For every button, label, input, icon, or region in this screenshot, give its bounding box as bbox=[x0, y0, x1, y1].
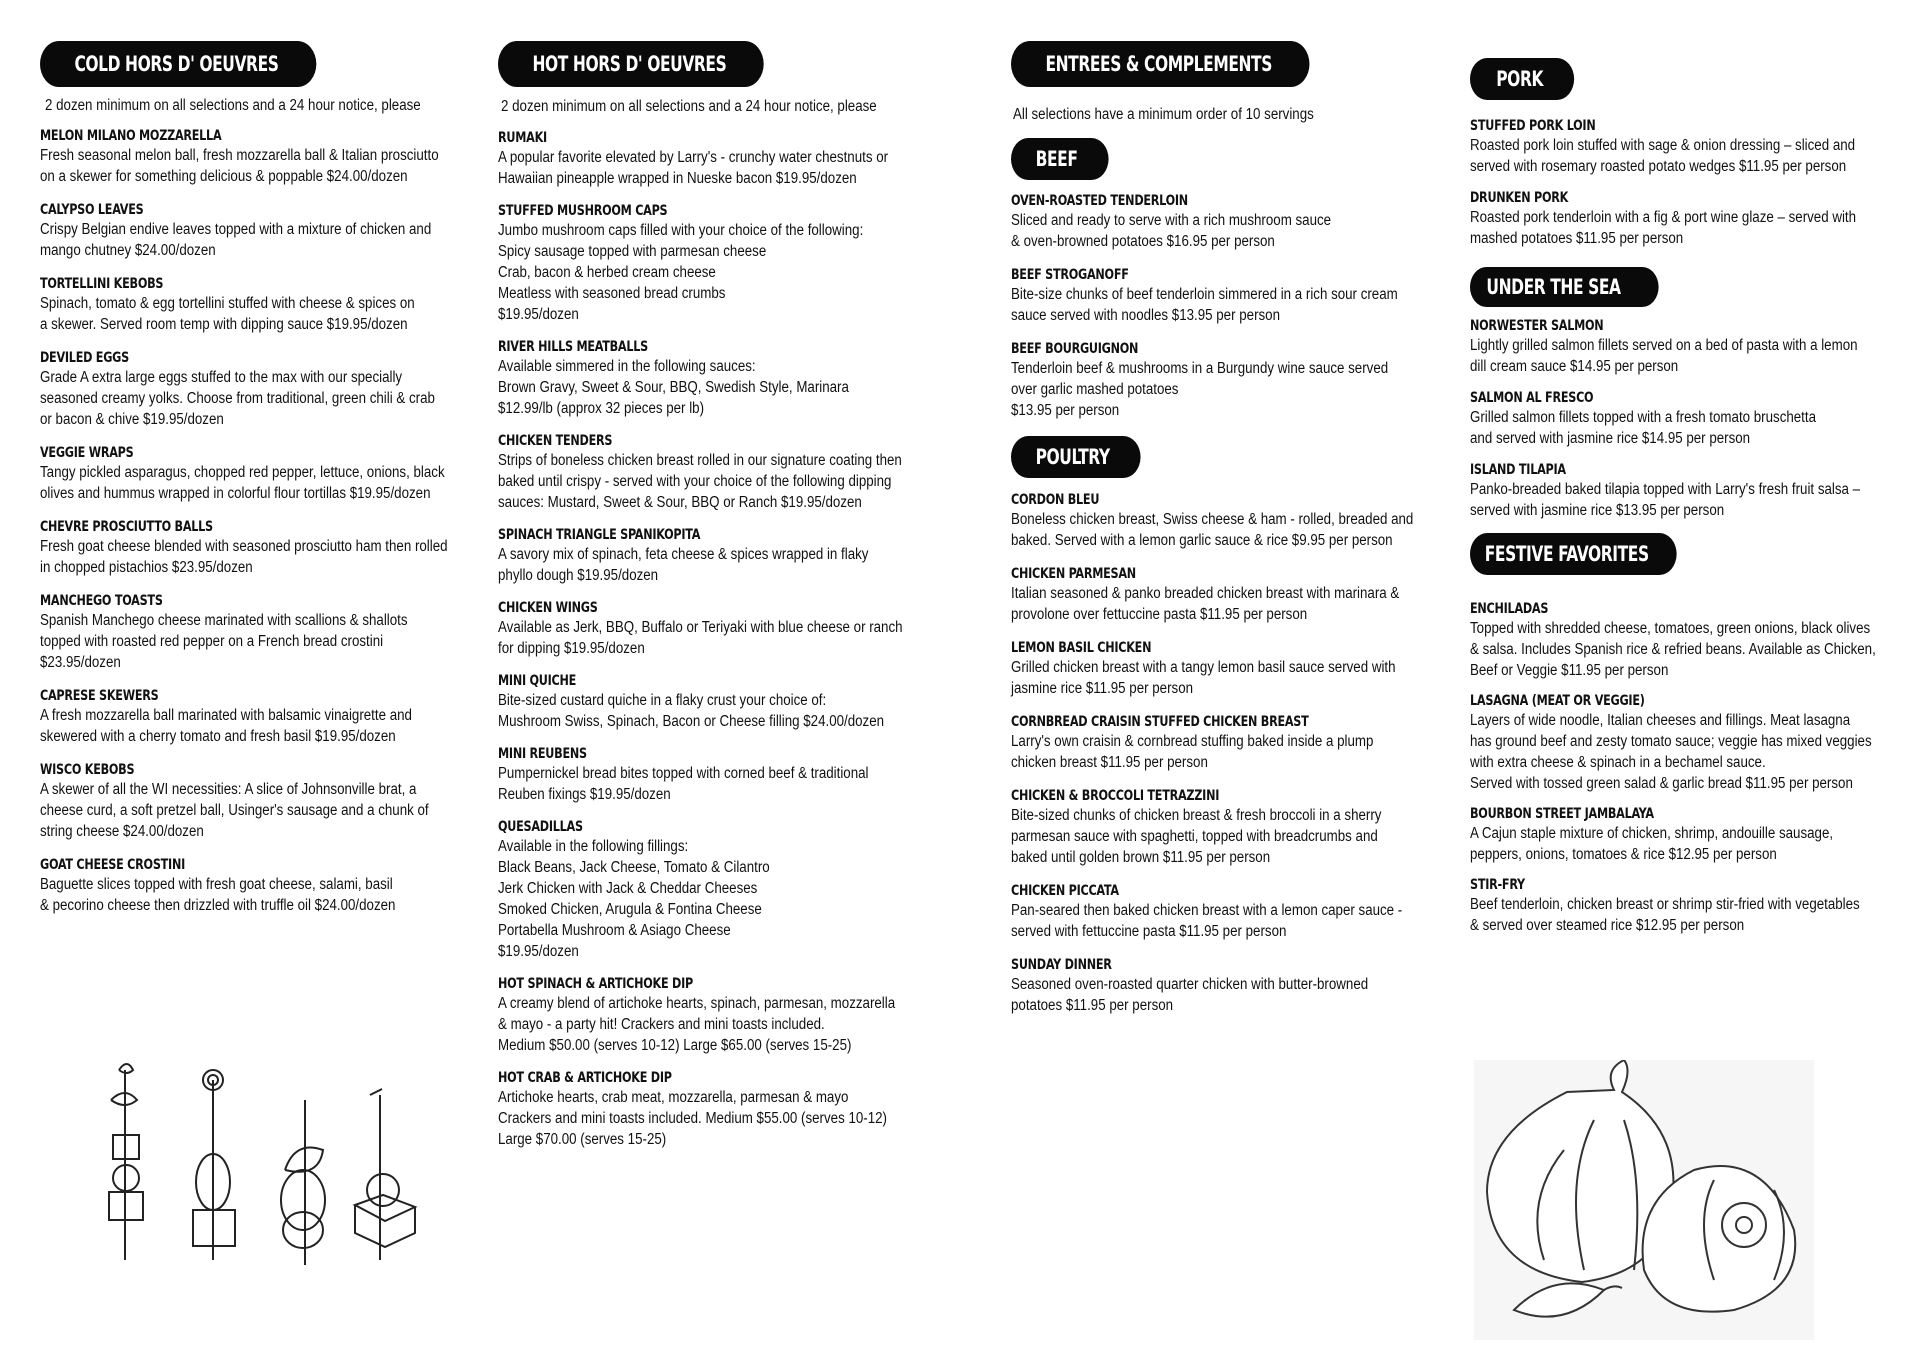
menu-item-description-line: Seasoned oven-roasted quarter chicken with butter-browned bbox=[1011, 976, 1369, 993]
menu-item-description-line: dill cream sauce $14.95 per person bbox=[1470, 358, 1679, 375]
menu-item-description-line: Bite-size chunks of beef tenderloin simmered in a rich sour cream bbox=[1011, 286, 1398, 303]
menu-item-name: LASAGNA (MEAT OR VEGGIE) bbox=[1470, 693, 1645, 709]
menu-item-description-line: Italian seasoned & panko breaded chicken breast with marinara & bbox=[1011, 585, 1400, 602]
menu-item-name: CORDON BLEU bbox=[1011, 492, 1100, 508]
menu-item-description-line: $13.95 per person bbox=[1011, 402, 1120, 419]
menu-item-description-line: Boneless chicken breast, Swiss cheese & ham - rolled, breaded and bbox=[1011, 511, 1414, 528]
menu-item-description-line: potatoes $11.95 per person bbox=[1011, 997, 1174, 1014]
section-title-under-the-sea: UNDER THE SEA bbox=[1470, 267, 1658, 307]
menu-item-name: STIR-FRY bbox=[1470, 877, 1525, 893]
menu-item-stuffed-mushroom-caps bbox=[498, 202, 902, 325]
menu-item-description-line: Artichoke hearts, crab meat, mozzarella, parmesan & mayo bbox=[498, 1089, 849, 1106]
menu-item-quesadillas bbox=[498, 818, 902, 962]
menu-item-description-line: $12.99/lb (approx 32 pieces per lb) bbox=[498, 400, 705, 417]
menu-item-melon-milano-mozzarella bbox=[40, 127, 444, 187]
menu-item-description-line: Lightly grilled salmon fillets served on a bed of pasta with a lemon bbox=[1470, 337, 1858, 354]
menu-item-chicken-piccata bbox=[1011, 882, 1403, 942]
menu-item-description-line: Pumpernickel bread bites topped with corned beef & traditional bbox=[498, 765, 869, 782]
menu-item-description-line: peppers, onions, tomatoes & rice $12.95 per person bbox=[1470, 846, 1777, 863]
menu-item-drunken-pork bbox=[1470, 189, 1857, 249]
menu-item-name: GOAT CHEESE CROSTINI bbox=[40, 857, 186, 873]
menu-item-description-line: and served with jasmine rice $14.95 per person bbox=[1470, 430, 1751, 447]
column-hot-hors-doeuvres bbox=[498, 41, 968, 1163]
menu-item-description-line: sauces: Mustard, Sweet & Sour, BBQ or Ranch $19.95/dozen bbox=[498, 494, 862, 511]
section-title-poultry: POULTRY bbox=[1011, 436, 1141, 478]
menu-item-description-line: Beef tenderloin, chicken breast or shrimp stir-fried with vegetables bbox=[1470, 896, 1860, 913]
menu-item-description-line: Smoked Chicken, Arugula & Fontina Cheese bbox=[498, 901, 762, 918]
menu-item-name: ENCHILADAS bbox=[1470, 601, 1549, 617]
menu-item-hot-crab-artichoke-dip bbox=[498, 1069, 902, 1150]
menu-item-lasagna-meat-or-veggie bbox=[1470, 692, 1872, 794]
section-title-festive-favorites: FESTIVE FAVORITES bbox=[1470, 533, 1677, 575]
menu-item-description-line: on a skewer for something delicious & poppable $24.00/dozen bbox=[40, 168, 408, 185]
menu-item-description-line: topped with roasted red pepper on a French bread crostini bbox=[40, 633, 384, 650]
column-pork-sea-festive bbox=[1470, 58, 1910, 947]
menu-item-description-line: $23.95/dozen bbox=[40, 654, 121, 671]
menu-item-description-line: Brown Gravy, Sweet & Sour, BBQ, Swedish Style, Marinara bbox=[498, 379, 849, 396]
menu-item-norwester-salmon bbox=[1470, 317, 1858, 377]
menu-item-sunday-dinner bbox=[1011, 956, 1389, 1016]
section-title-pork: PORK bbox=[1470, 58, 1574, 100]
menu-item-deviled-eggs bbox=[40, 349, 444, 430]
menu-item-description-line: A fresh mozzarella ball marinated with balsamic vinaigrette and bbox=[40, 707, 412, 724]
menu-item-description-line: baked until golden brown $11.95 per person bbox=[1011, 849, 1271, 866]
menu-item-beef-bourguignon bbox=[1011, 340, 1389, 421]
menu-item-name: STUFFED MUSHROOM CAPS bbox=[498, 203, 668, 219]
menu-item-description-line: Larry's own craisin & cornbread stuffing baked inside a plump bbox=[1011, 733, 1374, 750]
menu-item-name: CHICKEN PARMESAN bbox=[1011, 566, 1136, 582]
menu-item-name: VEGGIE WRAPS bbox=[40, 445, 134, 461]
menu-item-description-line: Crab, bacon & herbed cream cheese bbox=[498, 264, 716, 281]
menu-item-description-line: sauce served with noodles $13.95 per person bbox=[1011, 307, 1281, 324]
menu-item-island-tilapia bbox=[1470, 461, 1861, 521]
section-note-entrees: All selections have a minimum order of 10 servings bbox=[1013, 106, 1314, 123]
menu-item-description-line: & oven-browned potatoes $16.95 per person bbox=[1011, 233, 1275, 250]
menu-item-chicken-wings bbox=[498, 599, 902, 659]
skewer-appetizers-illustration bbox=[95, 1060, 435, 1275]
menu-item-description-line: Panko-breaded baked tilapia topped with Larry's fresh fruit salsa – bbox=[1470, 481, 1861, 498]
menu-item-description-line: has ground beef and zesty tomato sauce; veggie has mixed veggies bbox=[1470, 733, 1872, 750]
menu-item-description-line: A savory mix of spinach, feta cheese & spices wrapped in flaky bbox=[498, 546, 869, 563]
menu-item-river-hills-meatballs bbox=[498, 338, 902, 419]
menu-item-description-line: Layers of wide noodle, Italian cheeses and fillings. Meat lasagna bbox=[1470, 712, 1851, 729]
menu-item-description-line: Large $70.00 (serves 15-25) bbox=[498, 1131, 667, 1148]
menu-item-description-line: over garlic mashed potatoes bbox=[1011, 381, 1179, 398]
menu-item-tortellini-kebobs bbox=[40, 275, 444, 335]
menu-item-name: CHEVRE PROSCIUTTO BALLS bbox=[40, 519, 213, 535]
menu-item-description-line: Black Beans, Jack Cheese, Tomato & Cilantro bbox=[498, 859, 770, 876]
menu-item-description-line: skewered with a cherry tomato and fresh basil $19.95/dozen bbox=[40, 728, 396, 745]
menu-item-calypso-leaves bbox=[40, 201, 444, 261]
menu-item-veggie-wraps bbox=[40, 444, 444, 504]
menu-item-name: SUNDAY DINNER bbox=[1011, 957, 1112, 973]
menu-item-name: CAPRESE SKEWERS bbox=[40, 688, 159, 704]
menu-item-description-line: served with fettuccine pasta $11.95 per person bbox=[1011, 923, 1287, 940]
menu-item-bourbon-street-jambalaya bbox=[1470, 805, 1848, 865]
menu-item-description-line: seasoned creamy yolks. Choose from traditional, green chili & crab bbox=[40, 390, 435, 407]
menu-item-name: SALMON AL FRESCO bbox=[1470, 390, 1594, 406]
menu-item-description-line: for dipping $19.95/dozen bbox=[498, 640, 645, 657]
menu-item-description-line: Spanish Manchego cheese marinated with scallions & shallots bbox=[40, 612, 408, 629]
menu-item-name: MANCHEGO TOASTS bbox=[40, 593, 163, 609]
menu-item-name: STUFFED PORK LOIN bbox=[1470, 118, 1596, 134]
menu-item-description-line: Crackers and mini toasts included. Medium $55.00 (serves 10-12) bbox=[498, 1110, 887, 1127]
menu-item-name: HOT SPINACH & ARTICHOKE DIP bbox=[498, 976, 693, 992]
menu-item-chicken-broccoli-tetrazzini bbox=[1011, 787, 1389, 868]
menu-item-spinach-triangle-spanikopita bbox=[498, 526, 902, 586]
menu-item-description-line: chicken breast $11.95 per person bbox=[1011, 754, 1208, 771]
menu-item-lemon-basil-chicken bbox=[1011, 639, 1396, 699]
menu-item-description-line: Bite-sized custard quiche in a flaky crust your choice of: bbox=[498, 692, 827, 709]
menu-item-description-line: Spicy sausage topped with parmesan cheese bbox=[498, 243, 767, 260]
menu-item-description-line: Grilled chicken breast with a tangy lemon basil sauce served with bbox=[1011, 659, 1396, 676]
menu-item-name: ISLAND TILAPIA bbox=[1470, 462, 1566, 478]
menu-item-chevre-prosciutto-balls bbox=[40, 518, 448, 578]
menu-item-description-line: baked. Served with a lemon garlic sauce & rice $9.95 per person bbox=[1011, 532, 1393, 549]
menu-item-description-line: A creamy blend of artichoke hearts, spinach, parmesan, mozzarella bbox=[498, 995, 896, 1012]
section-title-cold: COLD HORS D' OEUVRES bbox=[40, 41, 316, 87]
menu-item-cornbread-craisin-stuffed-chicken-breast bbox=[1011, 713, 1389, 773]
menu-item-hot-spinach-artichoke-dip bbox=[498, 975, 902, 1056]
menu-item-description-line: Baguette slices topped with fresh goat cheese, salami, basil bbox=[40, 876, 393, 893]
menu-item-description-line: $19.95/dozen bbox=[498, 943, 579, 960]
menu-item-description-line: or bacon & chive $19.95/dozen bbox=[40, 411, 224, 428]
menu-item-description-line: & salsa. Includes Spanish rice & refried beans. Available as Chicken, bbox=[1470, 641, 1876, 658]
menu-item-description-line: Roasted pork tenderloin with a fig & port wine glaze – served with bbox=[1470, 209, 1857, 226]
menu-item-name: DRUNKEN PORK bbox=[1470, 190, 1569, 206]
menu-item-description-line: provolone over fettuccine pasta $11.95 per person bbox=[1011, 606, 1308, 623]
menu-item-name: MINI QUICHE bbox=[498, 673, 577, 689]
menu-item-description-line: A popular favorite elevated by Larry's - crunchy water chestnuts or bbox=[498, 149, 889, 166]
menu-item-description-line: Jerk Chicken with Jack & Cheddar Cheeses bbox=[498, 880, 758, 897]
menu-item-description-line: Spinach, tomato & egg tortellini stuffed with cheese & spices on bbox=[40, 295, 415, 312]
section-note-hot: 2 dozen minimum on all selections and a 24 hour notice, please bbox=[501, 98, 877, 115]
menu-item-description-line: Strips of boneless chicken breast rolled in our signature coating then bbox=[498, 452, 902, 469]
menu-item-name: OVEN-ROASTED TENDERLOIN bbox=[1011, 193, 1188, 209]
menu-item-description-line: served with rosemary roasted potato wedges $11.95 per person bbox=[1470, 158, 1847, 175]
menu-item-stuffed-pork-loin bbox=[1470, 117, 1856, 177]
menu-item-rumaki bbox=[498, 129, 902, 189]
menu-item-description-line: Served with tossed green salad & garlic bread $11.95 per person bbox=[1470, 775, 1853, 792]
menu-item-description-line: Hawaiian pineapple wrapped in Nueske bacon $19.95/dozen bbox=[498, 170, 857, 187]
menu-item-name: BOURBON STREET JAMBALAYA bbox=[1470, 806, 1654, 822]
menu-item-description-line: Topped with shredded cheese, tomatoes, green onions, black olives bbox=[1470, 620, 1871, 637]
menu-item-name: SPINACH TRIANGLE SPANIKOPITA bbox=[498, 527, 701, 543]
menu-item-description-line: Jumbo mushroom caps filled with your choice of the following: bbox=[498, 222, 864, 239]
menu-item-salmon-al-fresco bbox=[1470, 389, 1848, 449]
menu-item-description-line: with extra cheese & spinach in a bechamel sauce. bbox=[1470, 754, 1766, 771]
menu-item-description-line: & served over steamed rice $12.95 per person bbox=[1470, 917, 1745, 934]
menu-item-description-line: A skewer of all the WI necessities: A slice of Johnsonville brat, a bbox=[40, 781, 417, 798]
menu-item-description-line: Mushroom Swiss, Spinach, Bacon or Cheese filling $24.00/dozen bbox=[498, 713, 885, 730]
menu-item-name: QUESADILLAS bbox=[498, 819, 583, 835]
menu-item-name: RUMAKI bbox=[498, 130, 547, 146]
menu-item-description-line: jasmine rice $11.95 per person bbox=[1011, 680, 1194, 697]
menu-item-description-line: Tangy pickled asparagus, chopped red pepper, lettuce, onions, black bbox=[40, 464, 445, 481]
menu-item-description-line: Bite-sized chunks of chicken breast & fresh broccoli in a sherry bbox=[1011, 807, 1382, 824]
menu-item-chicken-tenders bbox=[498, 432, 902, 513]
menu-item-description-line: cheese curd, a soft pretzel ball, Usinger's sausage and a chunk of bbox=[40, 802, 429, 819]
menu-item-description-line: served with jasmine rice $13.95 per person bbox=[1470, 502, 1725, 519]
menu-item-name: BEEF BOURGUIGNON bbox=[1011, 341, 1139, 357]
menu-item-description-line: Roasted pork loin stuffed with sage & onion dressing – sliced and bbox=[1470, 137, 1856, 154]
section-title-hot: HOT HORS D' OEUVRES bbox=[498, 41, 764, 87]
menu-item-description-line: Available as Jerk, BBQ, Buffalo or Teriyaki with blue cheese or ranch bbox=[498, 619, 903, 636]
menu-item-name: CHICKEN WINGS bbox=[498, 600, 598, 616]
menu-item-description-line: Meatless with seasoned bread crumbs bbox=[498, 285, 726, 302]
menu-item-description-line: Grilled salmon fillets topped with a fresh tomato bruschetta bbox=[1470, 409, 1817, 426]
menu-item-oven-roasted-tenderloin bbox=[1011, 192, 1389, 252]
menu-item-description-line: parmesan sauce with spaghetti, topped with breadcrumbs and bbox=[1011, 828, 1378, 845]
menu-item-mini-reubens bbox=[498, 745, 902, 805]
menu-item-description-line: Available simmered in the following sauces: bbox=[498, 358, 756, 375]
menu-item-description-line: Pan-seared then baked chicken breast with a lemon caper sauce - bbox=[1011, 902, 1403, 919]
menu-item-description-line: Fresh goat cheese blended with seasoned prosciutto ham then rolled bbox=[40, 538, 448, 555]
menu-item-name: CHICKEN TENDERS bbox=[498, 433, 613, 449]
garlic-bulbs-illustration bbox=[1474, 1060, 1814, 1340]
column-entrees bbox=[1011, 41, 1451, 1030]
menu-item-stir-fry bbox=[1470, 876, 1860, 936]
menu-item-name: RIVER HILLS MEATBALLS bbox=[498, 339, 648, 355]
menu-item-chicken-parmesan bbox=[1011, 565, 1400, 625]
menu-item-description-line: a skewer. Served room temp with dipping sauce $19.95/dozen bbox=[40, 316, 408, 333]
menu-item-description-line: Medium $50.00 (serves 10-12) Large $65.00 (serves 15-25) bbox=[498, 1037, 852, 1054]
menu-item-name: CHICKEN PICCATA bbox=[1011, 883, 1119, 899]
menu-item-description-line: Grade A extra large eggs stuffed to the max with our specially bbox=[40, 369, 403, 386]
menu-item-beef-stroganoff bbox=[1011, 266, 1398, 326]
menu-item-name: BEEF STROGANOFF bbox=[1011, 267, 1129, 283]
menu-item-name: WISCO KEBOBS bbox=[40, 762, 135, 778]
menu-item-description-line: in chopped pistachios $23.95/dozen bbox=[40, 559, 253, 576]
menu-item-description-line: phyllo dough $19.95/dozen bbox=[498, 567, 659, 584]
menu-item-name: MINI REUBENS bbox=[498, 746, 587, 762]
menu-item-description-line: string cheese $24.00/dozen bbox=[40, 823, 204, 840]
menu-item-name: DEVILED EGGS bbox=[40, 350, 129, 366]
menu-item-name: CHICKEN & BROCCOLI TETRAZZINI bbox=[1011, 788, 1220, 804]
menu-item-caprese-skewers bbox=[40, 687, 444, 747]
menu-item-description-line: Reuben fixings $19.95/dozen bbox=[498, 786, 671, 803]
menu-item-name: HOT CRAB & ARTICHOKE DIP bbox=[498, 1070, 672, 1086]
menu-item-description-line: Beef or Veggie $11.95 per person bbox=[1470, 662, 1669, 679]
menu-item-description-line: mango chutney $24.00/dozen bbox=[40, 242, 216, 259]
menu-item-enchiladas bbox=[1470, 600, 1876, 681]
menu-item-mini-quiche bbox=[498, 672, 902, 732]
menu-item-description-line: $19.95/dozen bbox=[498, 306, 579, 323]
menu-item-description-line: mashed potatoes $11.95 per person bbox=[1470, 230, 1684, 247]
menu-item-name: LEMON BASIL CHICKEN bbox=[1011, 640, 1152, 656]
menu-item-wisco-kebobs bbox=[40, 761, 444, 842]
menu-item-description-line: Portabella Mushroom & Asiago Cheese bbox=[498, 922, 731, 939]
menu-item-name: MELON MILANO MOZZARELLA bbox=[40, 128, 222, 144]
menu-item-description-line: A Cajun staple mixture of chicken, shrimp, andouille sausage, bbox=[1470, 825, 1834, 842]
menu-item-description-line: Available in the following fillings: bbox=[498, 838, 689, 855]
menu-item-description-line: & mayo - a party hit! Crackers and mini toasts included. bbox=[498, 1016, 825, 1033]
menu-item-description-line: & pecorino cheese then drizzled with truffle oil $24.00/dozen bbox=[40, 897, 396, 914]
column-cold-hors-doeuvres bbox=[40, 41, 510, 930]
menu-item-name: CORNBREAD CRAISIN STUFFED CHICKEN BREAST bbox=[1011, 714, 1309, 730]
menu-item-description-line: Fresh seasonal melon ball, fresh mozzarella ball & Italian prosciutto bbox=[40, 147, 439, 164]
menu-item-name: TORTELLINI KEBOBS bbox=[40, 276, 164, 292]
menu-item-description-line: Crispy Belgian endive leaves topped with a mixture of chicken and bbox=[40, 221, 432, 238]
menu-item-description-line: olives and hummus wrapped in colorful flour tortillas $19.95/dozen bbox=[40, 485, 431, 502]
menu-item-goat-cheese-crostini bbox=[40, 856, 444, 916]
menu-item-description-line: Sliced and ready to serve with a rich mushroom sauce bbox=[1011, 212, 1332, 229]
menu-item-description-line: baked until crispy - served with your choice of the following dipping bbox=[498, 473, 892, 490]
menu-item-manchego-toasts bbox=[40, 592, 444, 673]
menu-item-cordon-bleu bbox=[1011, 491, 1414, 551]
menu-item-name: NORWESTER SALMON bbox=[1470, 318, 1604, 334]
section-note-cold: 2 dozen minimum on all selections and a 24 hour notice, please bbox=[45, 97, 421, 114]
menu-item-description-line: Tenderloin beef & mushrooms in a Burgundy wine sauce served bbox=[1011, 360, 1389, 377]
section-title-entrees: ENTREES & COMPLEMENTS bbox=[1011, 41, 1310, 87]
section-title-beef: BEEF bbox=[1011, 138, 1109, 180]
menu-item-name: CALYPSO LEAVES bbox=[40, 202, 144, 218]
